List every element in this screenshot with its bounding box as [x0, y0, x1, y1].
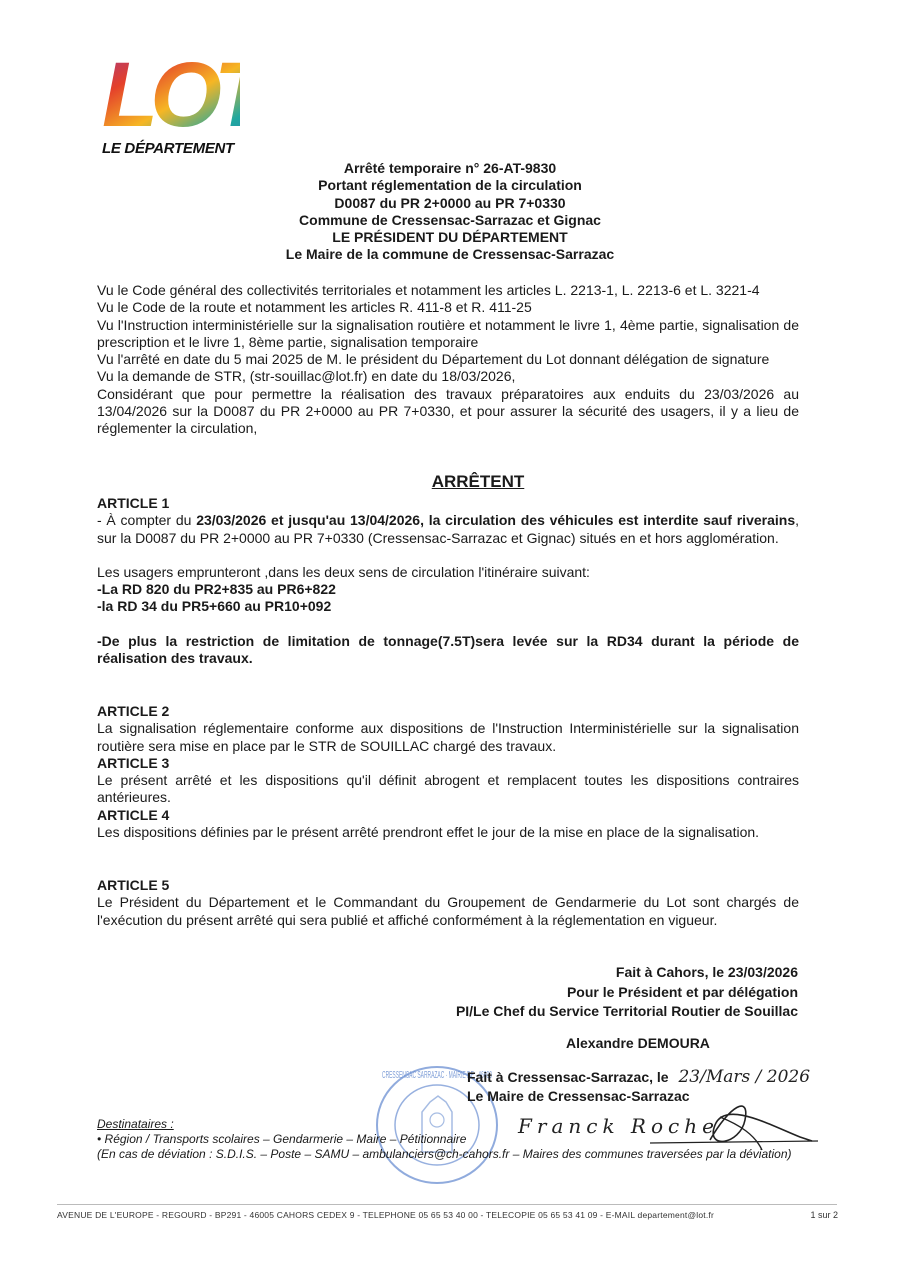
- article-3-title: ARTICLE 3: [97, 754, 170, 771]
- article-1-route-1: -La RD 820 du PR2+835 au PR6+822: [97, 581, 336, 598]
- destinataires-title: Destinataires :: [97, 1117, 174, 1131]
- logo-text: LO: [102, 44, 214, 140]
- vu-arrete-delegation: Vu l'arrêté en date du 5 mai 2025 de M. le président du Département du Lot donnant délégation de signature: [97, 351, 770, 368]
- destinataires-line-2: (En cas de déviation : S.D.I.S. – Poste – SAMU – ambulanciers@ch-cahors.fr – Maires des communes traversées par la déviation): [97, 1147, 792, 1161]
- article-1-title: ARTICLE 1: [97, 495, 170, 511]
- destinataires: [97, 1117, 802, 1162]
- cressensac-date-label: Fait à Cressensac-Sarrazac, le: [467, 1069, 669, 1085]
- arretent-heading-wrap: [97, 472, 799, 492]
- vu-code-route: Vu le Code de la route et notamment les articles R. 411-8 et R. 411-25: [97, 299, 532, 316]
- article-2-text: La signalisation réglementaire conforme aux dispositions de l'Instruction Interministérielle sur la signalisation routière sera mise en place par le STR de SOUILLAC chargé des travaux.: [97, 720, 799, 754]
- article-3-text: Le présent arrêté et les dispositions qu'il définit abrogent et remplacent toutes les dispositions contraires antérieures.: [97, 772, 799, 806]
- decree-header: [0, 160, 900, 264]
- department-logo: [100, 40, 240, 160]
- signatory-name: Alexandre DEMOURA: [566, 1035, 710, 1051]
- article-1-text: [97, 512, 799, 547]
- article-2: [97, 703, 799, 841]
- mayor-title: Le Maire de Cressensac-Sarrazac: [467, 1088, 690, 1104]
- decree-road: D0087 du PR 2+0000 au PR 7+0330: [334, 194, 566, 211]
- considerant: Considérant que pour permettre la réalisation des travaux préparatoires aux enduits du 23/03/2026 au 13/04/2026 sur la D0087 du PR 2+0000 au PR 7+0330, et pour assurer la sécurité des usagers, il y a lieu de réglementer la circulation,: [97, 385, 799, 437]
- article-1-rest: , sur la D0087 du PR 2+0000 au PR 7+0330 (Cressensac-Sarrazac et Gignac) situés en et hors agglomération.: [97, 512, 799, 546]
- decree-commune: Commune de Cressensac-Sarrazac et Gignac: [299, 211, 601, 228]
- article-1-restriction: -De plus la restriction de limitation de tonnage(7.5T)sera levée sur la RD34 durant la période de réalisation des travaux.: [97, 632, 799, 667]
- by-delegation: Pour le Président et par délégation: [566, 983, 798, 1000]
- handwritten-date: 23/Mars / 2026: [678, 1067, 811, 1087]
- page-number: 1 sur 2: [810, 1210, 838, 1220]
- stamp-text: CRESSENSAC SARRAZAC · MAIRIE DE · 46600: [382, 1070, 493, 1081]
- decree-number: Arrêté temporaire n° 26-AT-9830: [343, 160, 557, 176]
- article-5-text: Le Président du Département et le Commandant du Groupement de Gendarmerie du Lot sont chargés de l'exécution du présent arrêté qui sera publié et affiché conformément à la réglementation en vigueur.: [97, 894, 799, 928]
- article-1: [97, 495, 799, 667]
- article-1-usagers: Les usagers emprunteront ,dans les deux sens de circulation l'itinéraire suivant:: [97, 563, 590, 580]
- signed-at-cahors: Fait à Cahors, le 23/03/2026: [615, 964, 798, 980]
- article-4-title: ARTICLE 4: [97, 806, 170, 823]
- arretent-heading: ARRÊTENT: [431, 472, 525, 491]
- mayor-handwritten-signature: Franck Roche: [518, 1114, 719, 1138]
- logo-subtitle: LE DÉPARTEMENT: [102, 140, 234, 157]
- president-signature-block: [298, 963, 798, 1022]
- footer-divider: [57, 1204, 837, 1205]
- article-1-bold: 23/03/2026 et jusqu'au 13/04/2026, la circulation des véhicules est interdite sauf riverains: [196, 512, 796, 529]
- lot-logo-graphic: [100, 40, 240, 140]
- article-1-intro: - À compter du: [97, 512, 197, 529]
- vu-instruction: Vu l'Instruction interministérielle sur la signalisation routière et notamment le livre 1, 4ème partie, signalisation de prescription et le livre 1, 8ème partie, signalisation temporaire: [97, 316, 799, 350]
- article-5: [97, 877, 799, 929]
- signatory-title: PI/Le Chef du Service Territorial Routier de Souillac: [455, 1003, 798, 1019]
- vu-demande: Vu la demande de STR, (str-souillac@lot.fr) en date du 18/03/2026,: [97, 368, 516, 385]
- article-1-route-2: -la RD 34 du PR5+660 au PR10+092: [97, 598, 332, 615]
- preamble: [97, 282, 799, 438]
- footer-address: AVENUE DE L'EUROPE - REGOURD - BP291 - 46005 CAHORS CEDEX 9 - TELEPHONE 05 65 53 40 00 - TELECOPIE 05 65 53 41 09 - E-MAIL departement@lot.fr: [57, 1210, 715, 1220]
- destinataires-line-1: • Région / Transports scolaires – Gendarmerie – Maire – Pétitionnaire: [97, 1132, 467, 1146]
- article-4-text: Les dispositions définies par le présent arrêté prendront effet le jour de la mise en place de la signalisation.: [97, 824, 760, 841]
- article-2-title: ARTICLE 2: [97, 703, 170, 719]
- decree-subject: Portant réglementation de la circulation: [318, 177, 582, 194]
- article-5-title: ARTICLE 5: [97, 877, 170, 893]
- decree-mayor: Le Maire de la commune de Cressensac-Sarrazac: [285, 246, 615, 263]
- decree-president: LE PRÉSIDENT DU DÉPARTEMENT: [332, 229, 568, 246]
- vu-cgct: Vu le Code général des collectivités territoriales et notamment les articles L. 2213-1, L. 2213-6 et L. 3221-4: [97, 282, 760, 298]
